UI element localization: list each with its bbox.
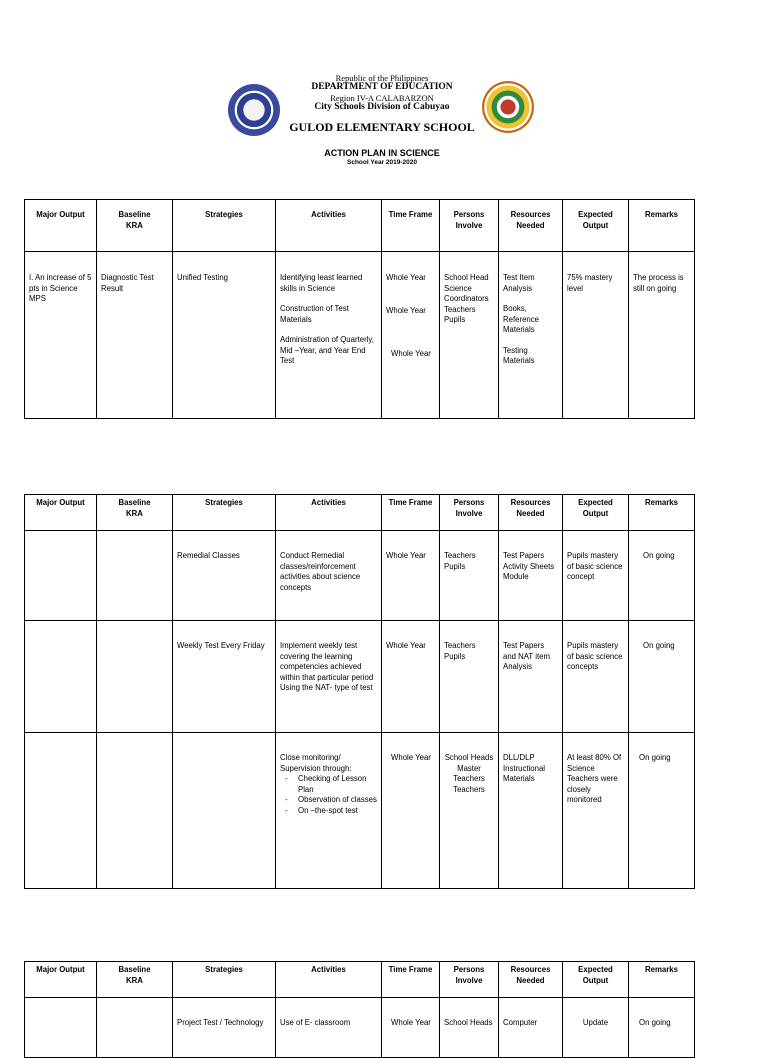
cell-expected: Update bbox=[563, 998, 629, 1058]
cell-baseline bbox=[97, 733, 173, 889]
cell-major-output: I. An increase of 5 pts in Science MPS bbox=[25, 252, 97, 419]
table-header-row bbox=[25, 962, 695, 998]
header-time-frame: Time Frame bbox=[382, 495, 440, 531]
header-activities: Activities bbox=[276, 200, 382, 252]
cell-time-frame: Whole Year bbox=[382, 733, 440, 889]
header-resources: Resources Needed bbox=[499, 962, 563, 998]
header-activities: Activities bbox=[276, 495, 382, 531]
cell-major-output bbox=[25, 998, 97, 1058]
header-persons: Persons Involve bbox=[440, 495, 499, 531]
action-plan-table-2 bbox=[24, 494, 695, 889]
cell-remarks: The process is still on going bbox=[629, 252, 695, 419]
action-plan-table-1 bbox=[24, 199, 695, 419]
cell-resources: Test Papers and NAT item Analysis bbox=[499, 621, 563, 733]
cell-resources: Test Item Analysis Books, Reference Materials Testing Materials bbox=[499, 252, 563, 419]
cell-activities: Use of E- classroom bbox=[276, 998, 382, 1058]
header-resources: Resources Needed bbox=[499, 200, 563, 252]
cell-expected: Pupils mastery of basic science concept bbox=[563, 531, 629, 621]
table-row bbox=[25, 733, 695, 889]
cell-persons: School Heads Master Teachers Teachers bbox=[440, 733, 499, 889]
document-header bbox=[0, 0, 768, 180]
cell-baseline bbox=[97, 531, 173, 621]
action-plan-table-3 bbox=[24, 961, 695, 1058]
cell-expected: 75% mastery level bbox=[563, 252, 629, 419]
cell-activities: Close monitoring/ Supervision through: - Checking of Lesson Plan - Observation of classes - On –the-spot test bbox=[276, 733, 382, 889]
cell-resources: Computer bbox=[499, 998, 563, 1058]
header-baseline: Baseline KRA bbox=[97, 495, 173, 531]
header-activities: Activities bbox=[276, 962, 382, 998]
cell-persons: Teachers Pupils bbox=[440, 531, 499, 621]
school-year: School Year 2019-2020 bbox=[347, 159, 417, 166]
cell-expected: Pupils mastery of basic science concepts bbox=[563, 621, 629, 733]
cell-baseline bbox=[97, 621, 173, 733]
header-time-frame: Time Frame bbox=[382, 200, 440, 252]
cell-activities: Conduct Remedial classes/reinforcement activities about science concepts bbox=[276, 531, 382, 621]
header-expected: Expected Output bbox=[563, 495, 629, 531]
header-expected: Expected Output bbox=[563, 962, 629, 998]
header-major-output: Major Output bbox=[25, 200, 97, 252]
header-major-output: Major Output bbox=[25, 962, 97, 998]
cell-persons: School Head Science Coordinators Teachers Pupils bbox=[440, 252, 499, 419]
cell-persons: School Heads bbox=[440, 998, 499, 1058]
cell-time-frame: Whole Year bbox=[382, 998, 440, 1058]
header-remarks: Remarks bbox=[629, 495, 695, 531]
cell-activities: Implement weekly test covering the learning competencies achieved within that particular period Using the NAT- type of test bbox=[276, 621, 382, 733]
school-name: GULOD ELEMENTARY SCHOOL bbox=[289, 120, 475, 134]
cell-major-output bbox=[25, 531, 97, 621]
header-resources: Resources Needed bbox=[499, 495, 563, 531]
cell-expected: At least 80% Of Science Teachers were closely monitored bbox=[563, 733, 629, 889]
cell-major-output bbox=[25, 733, 97, 889]
cell-strategies: Weekly Test Every Friday bbox=[173, 621, 276, 733]
cell-resources: Test Papers Activity Sheets Module bbox=[499, 531, 563, 621]
cell-strategies: Project Test / Technology bbox=[173, 998, 276, 1058]
header-persons: Persons Involve bbox=[440, 962, 499, 998]
header-baseline: Baseline KRA bbox=[97, 200, 173, 252]
bullet-item: - Checking of Lesson Plan bbox=[280, 774, 377, 795]
header-major-output: Major Output bbox=[25, 495, 97, 531]
cell-strategies: Unified Testing bbox=[173, 252, 276, 419]
header-baseline: Baseline KRA bbox=[97, 962, 173, 998]
cell-major-output bbox=[25, 621, 97, 733]
table-row bbox=[25, 998, 695, 1058]
cell-persons: Teachers Pupils bbox=[440, 621, 499, 733]
header-strategies: Strategies bbox=[173, 962, 276, 998]
header-strategies: Strategies bbox=[173, 200, 276, 252]
cell-strategies: Remedial Classes bbox=[173, 531, 276, 621]
cell-time-frame: Whole Year bbox=[382, 621, 440, 733]
table-header-row bbox=[25, 495, 695, 531]
cell-resources: DLL/DLP Instructional Materials bbox=[499, 733, 563, 889]
header-expected: Expected Output bbox=[563, 200, 629, 252]
cell-activities: Identifying least learned skills in Science Construction of Test Materials Administration of Quarterly, Mid –Year, and Year End Test bbox=[276, 252, 382, 419]
header-persons: Persons Involve bbox=[440, 200, 499, 252]
cell-remarks: On going bbox=[629, 621, 695, 733]
cell-remarks: On going bbox=[629, 733, 695, 889]
cell-baseline: Diagnostic Test Result bbox=[97, 252, 173, 419]
table-row bbox=[25, 252, 695, 419]
header-remarks: Remarks bbox=[629, 962, 695, 998]
header-time-frame: Time Frame bbox=[382, 962, 440, 998]
republic-line: Republic of the Philippines bbox=[335, 73, 429, 83]
table-header-row bbox=[25, 200, 695, 252]
header-remarks: Remarks bbox=[629, 200, 695, 252]
bullet-item: - Observation of classes bbox=[280, 795, 377, 806]
department-line: DEPARTMENT OF EDUCATION bbox=[311, 82, 453, 92]
cell-remarks: On going bbox=[629, 998, 695, 1058]
cell-time-frame: Whole Year Whole Year Whole Year bbox=[382, 252, 440, 419]
cell-strategies bbox=[173, 733, 276, 889]
table-row bbox=[25, 621, 695, 733]
header-strategies: Strategies bbox=[173, 495, 276, 531]
division-line: City Schools Division of Cabuyao bbox=[314, 102, 450, 112]
bullet-item: - On –the-spot test bbox=[280, 806, 377, 817]
document-title: ACTION PLAN IN SCIENCE bbox=[324, 148, 440, 158]
table-row bbox=[25, 531, 695, 621]
cell-baseline bbox=[97, 998, 173, 1058]
region-line: Region IV-A CALABARZON bbox=[330, 93, 434, 103]
cell-remarks: On going bbox=[629, 531, 695, 621]
cell-time-frame: Whole Year bbox=[382, 531, 440, 621]
